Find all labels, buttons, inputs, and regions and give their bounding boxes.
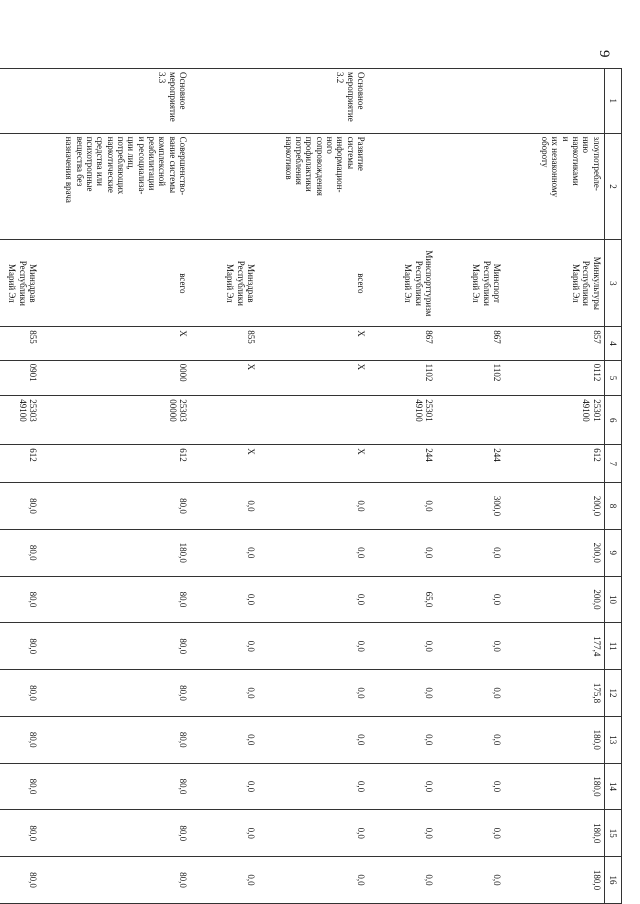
amount-cell: 0,0 [190, 670, 258, 717]
amount-cell: 80,0 [0, 763, 40, 810]
amount-cell: 80,0 [40, 576, 190, 623]
rzpr-cell: 0000 [40, 360, 190, 396]
amount-cell: 0,0 [258, 763, 368, 810]
amount-cell: 80,0 [40, 623, 190, 670]
amount-cell: 200,0 [504, 576, 604, 623]
rzpr-cell: 1102 [436, 360, 504, 396]
grbs-cell: 857 [504, 327, 604, 360]
amount-cell: 80,0 [0, 857, 40, 904]
table-row [40, 69, 190, 904]
amount-cell: 200,0 [504, 529, 604, 576]
column-header: 13 [604, 716, 621, 763]
table-row [504, 69, 604, 904]
csr-cell: 25301 49100 [504, 396, 604, 445]
amount-cell: 0,0 [190, 576, 258, 623]
page-number: 9 [596, 50, 612, 58]
amount-cell: 300,0 [436, 483, 504, 530]
grbs-cell: 855 [0, 327, 40, 360]
description-cell: Развитие системы информацион- ного сопровождения профилактики потребления наркотиков [258, 133, 368, 240]
amount-cell: 0,0 [258, 529, 368, 576]
measure-cell [504, 69, 604, 134]
column-header: 16 [604, 857, 621, 904]
grbs-cell: 867 [436, 327, 504, 360]
amount-cell: 0,0 [368, 483, 436, 530]
grbs-cell: X [258, 327, 368, 360]
executor-cell: Минспорттуризм Республики Марий Эл [368, 240, 436, 327]
column-header: 14 [604, 763, 621, 810]
column-header: 8 [604, 483, 621, 530]
executor-cell: Минздрав Республики Марий Эл [190, 240, 258, 327]
executor-cell: Минкультуры Республики Марий Эл [504, 240, 604, 327]
table-row [190, 69, 258, 904]
amount-cell: 0,0 [436, 670, 504, 717]
grbs-cell: X [40, 327, 190, 360]
amount-cell: 0,0 [190, 810, 258, 857]
csr-cell [190, 396, 258, 445]
amount-cell: 180,0 [504, 857, 604, 904]
vr-cell: X [258, 445, 368, 483]
amount-cell: 80,0 [0, 810, 40, 857]
column-header: 4 [604, 327, 621, 360]
column-header: 15 [604, 810, 621, 857]
description-cell: злоупотребле- нию наркотиками и их незаконному обороту [504, 133, 604, 240]
amount-cell: 0,0 [190, 857, 258, 904]
column-header: 1 [604, 69, 621, 134]
csr-cell: 25301 49100 [368, 396, 436, 445]
rzpr-cell: X [190, 360, 258, 396]
table-row [368, 69, 436, 904]
executor-cell: всего [40, 240, 190, 327]
measure-cell [436, 69, 504, 134]
amount-cell: 0,0 [368, 763, 436, 810]
csr-cell: 25303 49100 [0, 396, 40, 445]
executor-cell: Минздрав Республики Марий Эл [0, 240, 40, 327]
vr-cell: X [190, 445, 258, 483]
amount-cell: 65,0 [368, 576, 436, 623]
csr-cell [258, 396, 368, 445]
measure-cell: Основное мероприятие 3.2 [258, 69, 368, 134]
amount-cell: 180,0 [40, 529, 190, 576]
amount-cell: 0,0 [190, 483, 258, 530]
measure-cell: Основное мероприятие 3.3 [40, 69, 190, 134]
measure-cell [368, 69, 436, 134]
vr-cell: 612 [504, 445, 604, 483]
amount-cell: 180,0 [504, 763, 604, 810]
amount-cell: 80,0 [40, 670, 190, 717]
amount-cell: 80,0 [40, 763, 190, 810]
column-header: 10 [604, 576, 621, 623]
amount-cell: 0,0 [436, 576, 504, 623]
amount-cell: 80,0 [0, 529, 40, 576]
table-row [436, 69, 504, 904]
amount-cell: 80,0 [0, 670, 40, 717]
amount-cell: 80,0 [40, 857, 190, 904]
amount-cell: 80,0 [0, 716, 40, 763]
measure-cell [0, 69, 40, 134]
amount-cell: 0,0 [258, 716, 368, 763]
amount-cell: 200,0 [504, 483, 604, 530]
amount-cell: 80,0 [40, 810, 190, 857]
vr-cell: 612 [40, 445, 190, 483]
amount-cell: 0,0 [190, 623, 258, 670]
amount-cell: 0,0 [190, 716, 258, 763]
amount-cell: 80,0 [0, 483, 40, 530]
rotated-table-container [7, 68, 622, 904]
amount-cell: 0,0 [190, 763, 258, 810]
header-row [604, 69, 621, 904]
description-cell [436, 133, 504, 240]
amount-cell: 180,0 [504, 716, 604, 763]
amount-cell: 0,0 [436, 810, 504, 857]
amount-cell: 177,4 [504, 623, 604, 670]
column-header: 6 [604, 396, 621, 445]
vr-cell: 244 [368, 445, 436, 483]
executor-cell: Минспорт Республики Марий Эл [436, 240, 504, 327]
column-header: 11 [604, 623, 621, 670]
amount-cell: 0,0 [190, 529, 258, 576]
table-row [258, 69, 368, 904]
amount-cell: 0,0 [436, 623, 504, 670]
amount-cell: 0,0 [436, 529, 504, 576]
amount-cell: 0,0 [258, 623, 368, 670]
rzpr-cell: 1102 [368, 360, 436, 396]
amount-cell: 80,0 [40, 483, 190, 530]
column-header: 2 [604, 133, 621, 240]
amount-cell: 0,0 [258, 810, 368, 857]
amount-cell: 0,0 [258, 670, 368, 717]
amount-cell: 0,0 [436, 857, 504, 904]
executor-cell: всего [258, 240, 368, 327]
column-header: 12 [604, 670, 621, 717]
amount-cell: 0,0 [258, 576, 368, 623]
csr-cell: 25303 00000 [40, 396, 190, 445]
amount-cell: 80,0 [0, 576, 40, 623]
amount-cell: 0,0 [368, 623, 436, 670]
description-cell: Совершенство- вание системы комплексной реабилитации и ресоциализа- ции лиц, потребляющих наркотические средства или психотропные вещества без назначения врача [40, 133, 190, 240]
rzpr-cell: 0901 [0, 360, 40, 396]
amount-cell: 0,0 [368, 670, 436, 717]
csr-cell [436, 396, 504, 445]
amount-cell: 0,0 [436, 716, 504, 763]
vr-cell: 612 [0, 445, 40, 483]
amount-cell: 0,0 [258, 483, 368, 530]
column-header: 3 [604, 240, 621, 327]
measure-cell [190, 69, 258, 134]
amount-cell: 80,0 [0, 623, 40, 670]
funding-table [0, 68, 622, 904]
amount-cell: 180,0 [504, 810, 604, 857]
amount-cell: 175,8 [504, 670, 604, 717]
column-header: 5 [604, 360, 621, 396]
grbs-cell: 855 [190, 327, 258, 360]
amount-cell: 80,0 [40, 716, 190, 763]
table-row [0, 69, 40, 904]
rzpr-cell: 0112 [504, 360, 604, 396]
description-cell [0, 133, 40, 240]
column-header: 9 [604, 529, 621, 576]
description-cell [368, 133, 436, 240]
amount-cell: 0,0 [368, 810, 436, 857]
amount-cell: 0,0 [368, 529, 436, 576]
description-cell [190, 133, 258, 240]
amount-cell: 0,0 [368, 716, 436, 763]
column-header: 7 [604, 445, 621, 483]
grbs-cell: 867 [368, 327, 436, 360]
vr-cell: 244 [436, 445, 504, 483]
rzpr-cell: X [258, 360, 368, 396]
amount-cell: 0,0 [368, 857, 436, 904]
amount-cell: 0,0 [258, 857, 368, 904]
amount-cell: 0,0 [436, 763, 504, 810]
